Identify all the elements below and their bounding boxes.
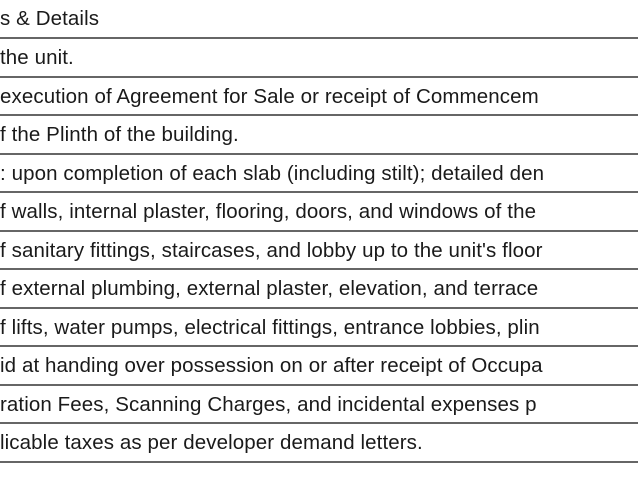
row-text: execution of Agreement for Sale or receipt of Commencem [0, 84, 539, 108]
table-row [0, 347, 638, 386]
row-text: f lifts, water pumps, electrical fittings, entrance lobbies, plin [0, 315, 540, 339]
row-text: f walls, internal plaster, flooring, doors, and windows of the [0, 200, 537, 223]
table-row [0, 39, 638, 78]
table-row [0, 386, 638, 425]
row-text: the unit. [0, 46, 74, 69]
table-row [0, 155, 638, 194]
table-row [0, 309, 638, 348]
row-text: ration Fees, Scanning Charges, and incidental expenses p [0, 392, 537, 416]
row-text: f the Plinth of the building. [0, 123, 239, 146]
table-header-cell [0, 0, 638, 37]
table-row [0, 424, 638, 463]
row-text: f external plumbing, external plaster, elevation, and terrace [0, 277, 539, 300]
table-row [0, 78, 638, 117]
row-text: id at handing over possession on or after receipt of Occupa [0, 354, 543, 377]
row-text: : upon completion of each slab (including stilt); detailed den [0, 161, 545, 185]
table-row [0, 270, 638, 309]
table-row [0, 116, 638, 155]
header-label: s & Details [0, 7, 100, 30]
row-text: licable taxes as per developer demand letters. [0, 431, 423, 454]
table-row [0, 193, 638, 232]
row-text: f sanitary fittings, staircases, and lobby up to the unit's floor [0, 238, 543, 262]
table-header-row [0, 0, 638, 39]
table-row [0, 232, 638, 271]
